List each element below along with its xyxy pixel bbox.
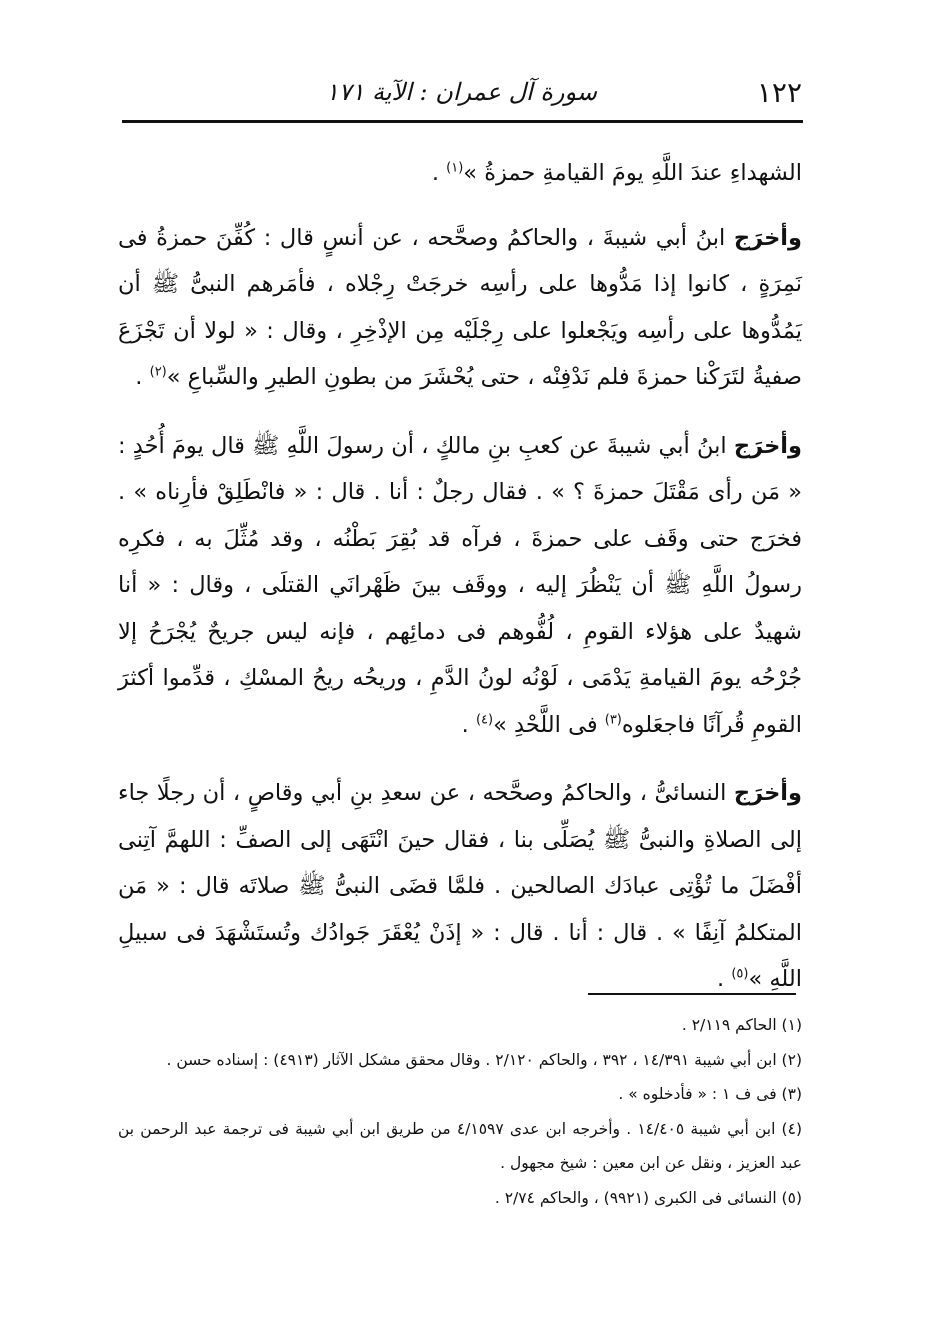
footnote-ref: (٥) (731, 966, 749, 982)
paragraph-text-continued: فى اللَّحْدِ » (493, 711, 605, 738)
running-title: سورة آل عمران : الآية ١٧١ (325, 78, 597, 106)
paragraph-text: ابنُ أبي شيبةَ عن كعبِ بنِ مالكٍ ، أن رسولَ اللَّهِ ﷺ قال يومَ أُحُدٍ : « مَن رأى مَقْتَلَ حمزةَ ؟ » . فقال رجلٌ : أنا . قال : « فانْطَلِقْ فأرِناه » . فخرَج حتى وقَف على حمزةَ ، فرآه قد بُقِرَ بَطْنُه ، وقد مُثِّلَ به ، فكرِه رسولُ اللَّهِ ﷺ أن يَنْظُرَ إليه ، ووقَف بينَ ظَهْرانَي القتلَى ، وقال : « أنا شهيدٌ على هؤلاء القومِ ، لُفُّوهم فى دمائِهم ، فإنه ليس جريحٌ يُجْرَحُ إلا جُرْحُه يومَ القيامةِ يَدْمَى ، لَوْنُه لونُ الدَّمِ ، وريحُه ريحُ المسْكِ ، قدِّموا أكثرَ القومِ قُرآنًا فاجعَلوه (118, 432, 802, 738)
footnote: (٣) فى ف ١ : « فأدخلوه » . (618, 1085, 802, 1103)
paragraph (118, 770, 802, 1003)
footnote-ref: (٣) (604, 712, 622, 727)
paragraph-lead-word: وأخرَج (733, 780, 802, 806)
footnote-ref: (١) (446, 160, 464, 176)
footnote-ref: (٢) (149, 364, 167, 380)
paragraph-end: . (431, 160, 447, 186)
paragraph-end: . (135, 364, 150, 390)
footnote-separator (588, 993, 796, 995)
page-header (122, 72, 802, 112)
paragraph (118, 423, 802, 749)
paragraph (118, 215, 802, 401)
footnote: (١) الحاكم ٢/١١٩ . (681, 1016, 802, 1034)
footnote: (٥) النسائى فى الكبرى (٩٩٢١) ، والحاكم ٢/٧٤ . (494, 1188, 802, 1207)
page-number: ١٢٢ (756, 76, 802, 109)
paragraph-lead-word: وأخرَج (733, 224, 802, 251)
footnote: (٤) ابن أبي شيبة ١٤/٤٠٥ . وأخرجه ابن عدى ٤/١٥٩٧ من طريق ابن أبي شيبة فى ترجمة عبد الرحمن بن عبد العزيز ، ونقل عن ابن معين : شيخ مجهول . (118, 1119, 802, 1172)
paragraph-end: . (461, 711, 476, 738)
paragraph-text: ابنُ أبي شيبةَ ، والحاكمُ وصحَّحه ، عن أنسٍ قال : كُفِّنَ حمزةُ فى نَمِرَةٍ ، كانوا إذا مَدُّوها على رأسِه خرجَتْ رِجْلاه ، فأمَرهم النبىُّ ﷺ أن يَمُدُّوها على رأسِه ويَجْعلوا على رِجْلَيْه مِن الإذْخِرِ ، وقال : « لولا أن تَجْزَعَ صفيةُ لتَرَكْنا حمزةَ فلم نَدْفِنْه ، حتى يُحْشَرَ من بطونِ الطيرِ والسِّباعِ » (118, 224, 802, 390)
paragraph-end: . (717, 966, 732, 992)
main-text (118, 150, 802, 1025)
paragraph-text: الشهداءِ عندَ اللَّهِ يومَ القيامةِ حمزةُ » (463, 160, 802, 186)
footnote-ref: (٤) (475, 712, 494, 727)
footnotes (118, 1008, 802, 1215)
paragraph (118, 150, 802, 197)
paragraph-text: النسائىُّ ، والحاكمُ وصحَّحه ، عن سعدِ بنِ أبي وقاصٍ ، أن رجلًا جاء إلى الصلاةِ والنبىُّ ﷺ يُصَلِّى بنا ، فقال حينَ انْتَهَى إلى الصفِّ : اللهمَّ آتِنى أفْضَلَ ما تُؤْتِى عبادَك الصالحين . فلمَّا قضَى النبىُّ ﷺ صلاتَه قال : « مَن المتكلمُ آنِفًا » . قال : أنا . قال : « إذَنْ يُعْقَرَ جَوادُك وتُستَشْهَدَ فى سبيلِ اللَّهِ » (118, 780, 802, 992)
paragraph-lead-word: وأخرَج (733, 432, 802, 459)
footnote: (٢) ابن أبي شيبة ١٤/٣٩١ ، ٣٩٢ ، والحاكم ٢/١٢٠ . وقال محقق مشكل الآثار (٤٩١٣) : إسناده حسن . (166, 1050, 802, 1069)
header-rule (122, 120, 803, 123)
